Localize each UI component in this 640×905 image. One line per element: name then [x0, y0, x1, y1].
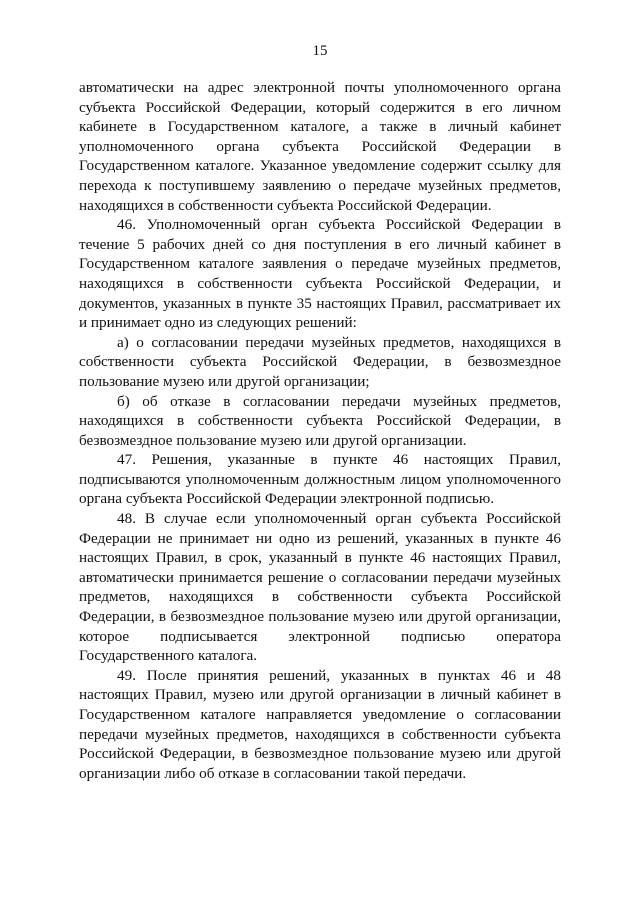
document-body — [79, 78, 561, 783]
page-number: 15 — [312, 43, 328, 59]
paragraph-continuation: автоматически на адрес электронной почты уполномоченного органа субъекта Российской Федерации, который содержится в его личном кабинете в Государственном каталоге, а также в личный кабинет уполномоченного органа субъекта Российской Федерации в Государственном каталоге. Указанное уведомление содержит ссылку для перехода к поступившему заявлению о передаче музейных предметов, находящихся в собственности субъекта Российской Федерации. — [79, 79, 561, 214]
paragraph-item-48: 48. В случае если уполномоченный орган субъекта Российской Федерации не принимает ни одно из решений, указанных в пункте 46 настоящих Правил, в срок, указанный в пункте 46 настоящих Правил, автоматически принимается решение о согласовании передачи музейных предметов, находящихся в собственности субъекта Российской Федерации, в безвозмездное пользование музею или другой организации, которое подписывается электронной подписью оператора Государственного каталога. — [79, 510, 561, 665]
paragraph-item-49: 49. После принятия решений, указанных в пунктах 46 и 48 настоящих Правил, музею или другой организации в личный кабинет в Государственном каталоге направляется уведомление о согласовании передачи музейных предметов, находящихся в собственности субъекта Российской Федерации, в безвозмездное пользование музею или другой организации либо об отказе в согласовании такой передачи. — [79, 666, 561, 782]
paragraph-item-46-a: а) о согласовании передачи музейных предметов, находящихся в собственности субъекта Российской Федерации, в безвозмездное пользование музею или другой организации; — [79, 333, 561, 390]
paragraph-item-46: 46. Уполномоченный орган субъекта Российской Федерации в течение 5 рабочих дней со дня поступления в его личный кабинет в Государственном каталоге заявления о передаче музейных предметов, находящихся в собственности субъекта Российской Федерации, и документов, указанных в пункте 35 настоящих Правил, рассматривает их и принимает одно из следующих решений: — [79, 216, 561, 332]
paragraph-item-46-b: б) об отказе в согласовании передачи музейных предметов, находящихся в собственности субъекта Российской Федерации, в безвозмездное пользование музею или другой организации. — [79, 392, 561, 449]
paragraph-item-47: 47. Решения, указанные в пункте 46 настоящих Правил, подписываются уполномоченным должностным лицом уполномоченного органа субъекта Российской Федерации электронной подписью. — [79, 451, 561, 508]
